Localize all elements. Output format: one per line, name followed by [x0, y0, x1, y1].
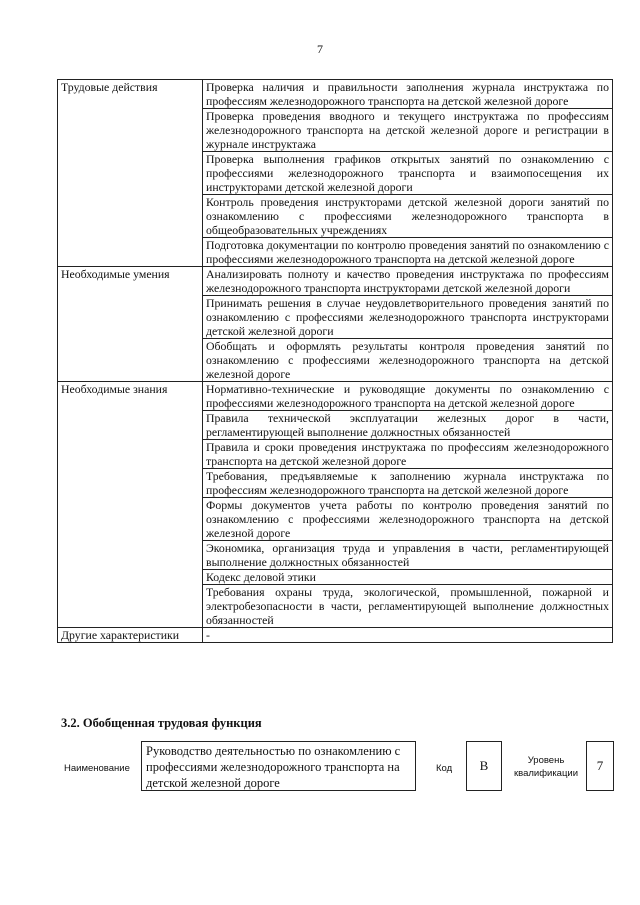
- table-row: [58, 382, 613, 411]
- row-group-label: Другие характеристики: [58, 628, 203, 643]
- row-description: Требования, предъявляемые к заполнению журнала инструктажа по профессиям железнодорожного транспорта на детской железной дороге: [203, 469, 613, 498]
- table-row: [58, 628, 613, 643]
- row-description: Проверка выполнения графиков открытых занятий по ознакомлению с профессиями железнодорожного транспорта и взаимопосещения их инструкторами детской железной дороги: [203, 152, 613, 195]
- row-group-label: Необходимые знания: [58, 382, 203, 628]
- row-description: Проверка проведения вводного и текущего инструктажа по профессиям железнодорожного транспорта на детской железной дороге и регистрации в журнале инструктажа: [203, 109, 613, 152]
- row-description: Формы документов учета работы по контролю проведения занятий по ознакомлению с профессиями железнодорожного транспорта на детской железной дороге: [203, 498, 613, 541]
- row-description: Контроль проведения инструкторами детской железной дороги занятий по ознакомлению с профессиями железнодорожного транспорта в общеобразовательных учреждениях: [203, 195, 613, 238]
- row-description: Проверка наличия и правильности заполнения журнала инструктажа по профессиям железнодорожного транспорта на детской железной дороге: [203, 80, 613, 109]
- qualification-level-value: 7: [586, 741, 614, 791]
- table-row: [58, 80, 613, 109]
- row-group-label: Необходимые умения: [58, 267, 203, 382]
- table-row: [58, 267, 613, 296]
- row-description: -: [203, 628, 613, 643]
- row-description: Требования охраны труда, экологической, промышленной, пожарной и электробезопасности в части, регламентирующей выполнение должностных обязанностей: [203, 585, 613, 628]
- labor-function-table: [57, 79, 613, 643]
- row-description: Подготовка документации по контролю проведения занятий по ознакомлению с профессиями железнодорожного транспорта на детской железной дороге: [203, 238, 613, 267]
- row-description: Правила и сроки проведения инструктажа по профессиям железнодорожного транспорта на детской железной дороге: [203, 440, 613, 469]
- row-description: Обобщать и оформлять результаты контроля проведения занятий по ознакомлению с профессиями железнодорожного транспорта на детской железной дороге: [203, 339, 613, 382]
- row-description: Анализировать полноту и качество проведения инструктажа по профессиям железнодорожного транспорта инструкторами детской железной дороги: [203, 267, 613, 296]
- row-description: Экономика, организация труда и управления в части, регламентирующей выполнение должностных обязанностей: [203, 541, 613, 570]
- function-name-value: Руководство деятельностью по ознакомлению с профессиями железнодорожного транспорта на детской железной дороге: [141, 741, 416, 791]
- page-number: 7: [317, 42, 323, 56]
- row-group-label: Трудовые действия: [58, 80, 203, 267]
- section-title: 3.2. Обобщенная трудовая функция: [61, 716, 262, 730]
- row-description: Кодекс деловой этики: [203, 570, 613, 585]
- code-value: B: [466, 741, 502, 791]
- name-label: Наименование: [64, 763, 130, 774]
- qualification-level-label: Уровень квалификации: [513, 755, 579, 779]
- code-label: Код: [436, 763, 453, 774]
- row-description: Правила технической эксплуатации железных дорог в части, регламентирующей выполнение должностных обязанностей: [203, 411, 613, 440]
- row-description: Принимать решения в случае неудовлетворительного проведения занятий по ознакомлению с профессиями железнодорожного транспорта инструкторами детской железной дороги: [203, 296, 613, 339]
- row-description: Нормативно-технические и руководящие документы по ознакомлению с профессиями железнодорожного транспорта на детской железной дороге: [203, 382, 613, 411]
